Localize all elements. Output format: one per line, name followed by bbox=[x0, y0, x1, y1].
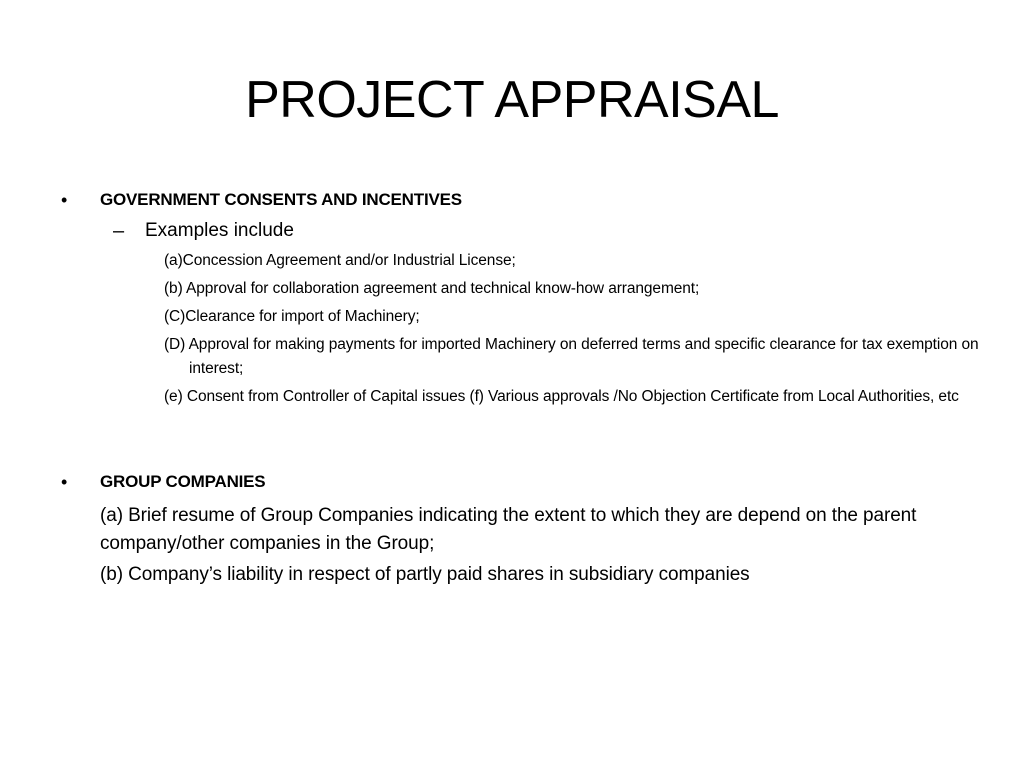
list-item: (D) Approval for making payments for imported Machinery on deferred terms and specific clearance for tax exemption on interest; bbox=[164, 336, 979, 377]
list-item: (e) Consent from Controller of Capital issues (f) Various approvals /No Objection Certificate from Local Authorities, etc bbox=[164, 388, 959, 405]
heading-group-companies: GROUP COMPANIES bbox=[100, 472, 266, 491]
list-item: (a)Concession Agreement and/or Industrial License; bbox=[164, 252, 516, 269]
group-companies-paragraph: (b) Company’s liability in respect of partly paid shares in subsidiary companies bbox=[100, 564, 750, 585]
list-item: (b) Approval for collaboration agreement and technical know-how arrangement; bbox=[164, 280, 700, 297]
list-item: (C)Clearance for import of Machinery; bbox=[164, 308, 420, 325]
examples-include-label: Examples include bbox=[145, 220, 294, 241]
bullet-group-companies: • bbox=[61, 472, 68, 492]
group-companies-paragraph: (a) Brief resume of Group Companies indicating the extent to which they are depend on the parent company/other companies in the Group; bbox=[100, 505, 917, 554]
dash-marker: – bbox=[113, 220, 125, 242]
bullet-government: • bbox=[61, 190, 68, 210]
heading-government-consents: GOVERNMENT CONSENTS AND INCENTIVES bbox=[100, 190, 462, 209]
slide-title: PROJECT APPRAISAL bbox=[245, 71, 779, 129]
